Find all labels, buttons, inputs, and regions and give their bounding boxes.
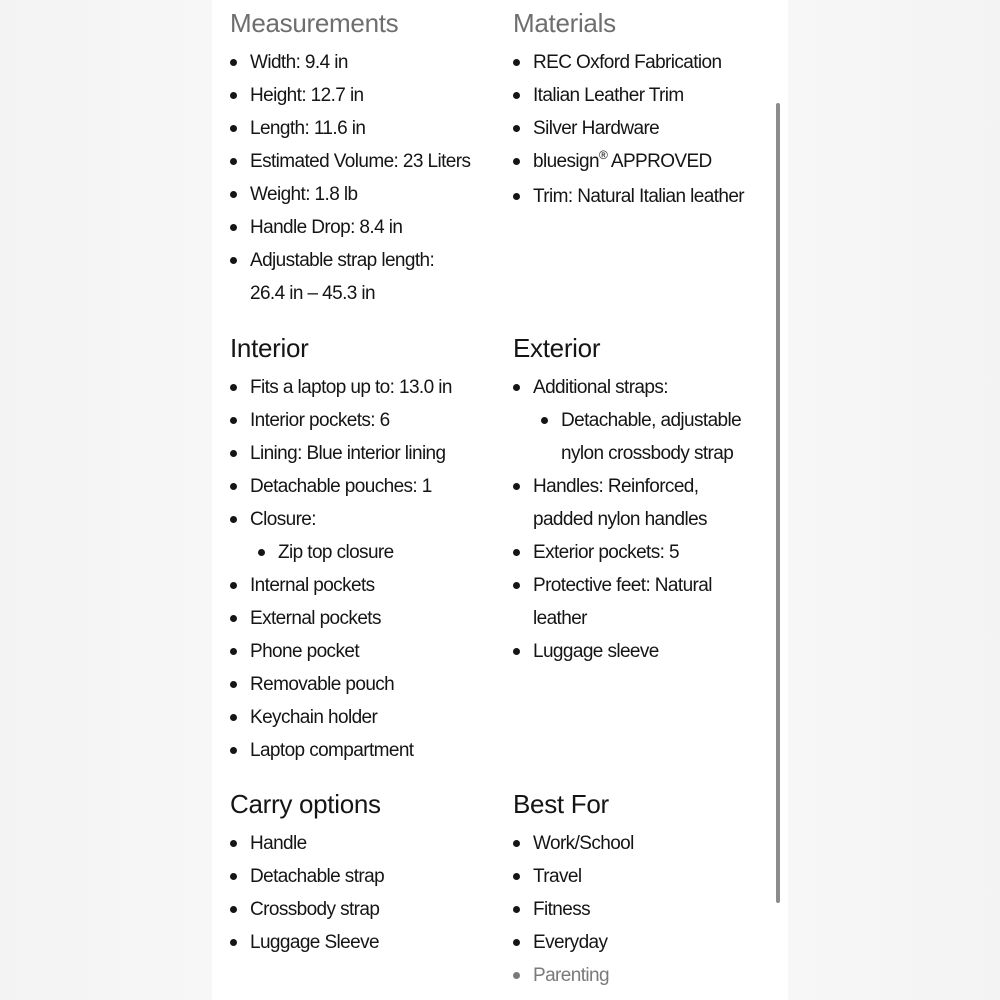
list-item: Detachable pouches: 1 — [230, 470, 500, 503]
best-for-section — [513, 787, 783, 992]
measurements-section — [230, 6, 500, 310]
carry-options-section — [230, 787, 500, 959]
list-item: Estimated Volume: 23 Liters — [230, 145, 500, 178]
list-item: Closure: — [230, 503, 500, 536]
scrollbar[interactable] — [776, 103, 780, 903]
list-item: REC Oxford Fabrication — [513, 46, 783, 79]
list-item-continuation: leather — [533, 608, 587, 629]
list-item: Handles: Reinforced, — [513, 470, 783, 503]
list-item: Travel — [513, 860, 783, 893]
best-for-list — [513, 827, 783, 992]
list-item: Width: 9.4 in — [230, 46, 500, 79]
list-item: External pockets — [230, 602, 500, 635]
list-item: Weight: 1.8 lb — [230, 178, 500, 211]
list-item: Length: 11.6 in — [230, 112, 500, 145]
spec-panel — [212, 0, 788, 1000]
list-item: Fits a laptop up to: 13.0 in — [230, 371, 500, 404]
list-item-bluesign — [513, 145, 783, 180]
list-item: Phone pocket — [230, 635, 500, 668]
exterior-section — [513, 331, 783, 668]
interior-list — [230, 371, 500, 767]
exterior-list — [513, 371, 783, 668]
list-item: Fitness — [513, 893, 783, 926]
list-item: Exterior pockets: 5 — [513, 536, 783, 569]
list-item: Parenting — [513, 959, 783, 992]
list-item: Detachable strap — [230, 860, 500, 893]
registered-mark: ® — [598, 148, 608, 162]
list-item: Adjustable strap length: — [230, 244, 500, 277]
approved-text: APPROVED — [607, 151, 712, 172]
sub-list-item: Detachable, adjustable — [513, 404, 783, 437]
sub-list-item-continuation: nylon crossbody strap — [561, 443, 734, 464]
list-item: Protective feet: Natural — [513, 569, 783, 602]
list-item: Laptop compartment — [230, 734, 500, 767]
list-item: Everyday — [513, 926, 783, 959]
list-item: Luggage Sleeve — [230, 926, 500, 959]
list-item: Italian Leather Trim — [513, 79, 783, 112]
list-item: Trim: Natural Italian leather — [513, 180, 783, 213]
list-item: Handle — [230, 827, 500, 860]
list-item: Silver Hardware — [513, 112, 783, 145]
carry-options-list — [230, 827, 500, 959]
interior-section — [230, 331, 500, 767]
interior-heading: Interior — [230, 333, 309, 363]
list-item: Removable pouch — [230, 668, 500, 701]
list-item: Luggage sleeve — [513, 635, 783, 668]
materials-section — [513, 6, 783, 213]
exterior-heading: Exterior — [513, 333, 601, 363]
carry-options-heading: Carry options — [230, 789, 381, 819]
list-item: Additional straps: — [513, 371, 783, 404]
measurements-heading: Measurements — [230, 8, 399, 38]
left-margin — [0, 0, 212, 1000]
list-item: Interior pockets: 6 — [230, 404, 500, 437]
list-item-continuation: 26.4 in – 45.3 in — [250, 283, 376, 304]
best-for-heading: Best For — [513, 789, 609, 819]
materials-list — [513, 46, 783, 213]
list-item-continuation: padded nylon handles — [533, 509, 707, 530]
materials-heading: Materials — [513, 8, 616, 38]
sub-list-item: Zip top closure — [230, 536, 500, 569]
list-item: Crossbody strap — [230, 893, 500, 926]
right-margin — [788, 0, 1000, 1000]
list-item: Lining: Blue interior lining — [230, 437, 500, 470]
list-item: Internal pockets — [230, 569, 500, 602]
list-item: Height: 12.7 in — [230, 79, 500, 112]
list-item: Keychain holder — [230, 701, 500, 734]
measurements-list — [230, 46, 500, 310]
bluesign-text: bluesign — [533, 151, 599, 172]
list-item: Handle Drop: 8.4 in — [230, 211, 500, 244]
list-item: Work/School — [513, 827, 783, 860]
